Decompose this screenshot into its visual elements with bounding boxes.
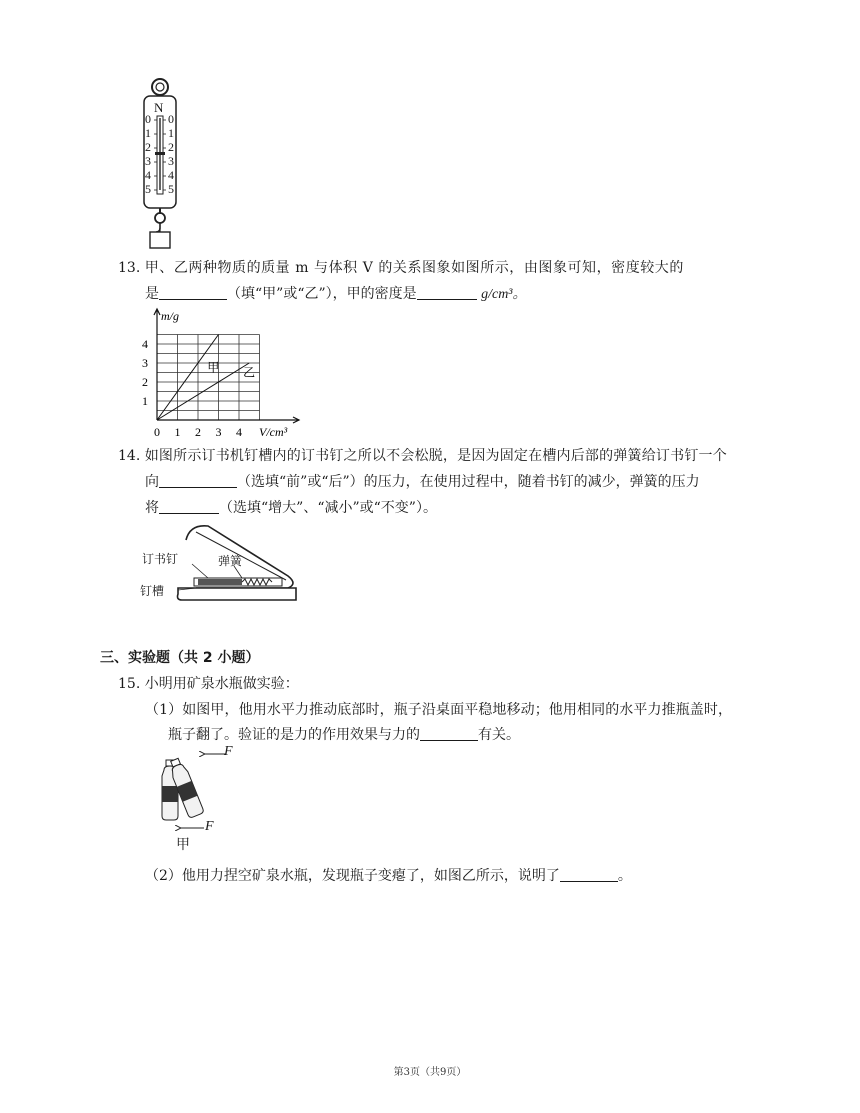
question-text: （2）他用力捏空矿泉水瓶，发现瓶子变瘪了，如图乙所示，说明了 bbox=[145, 868, 560, 884]
question-text: （选填“增大”、“减小”或“不变”）。 bbox=[219, 500, 437, 516]
scale-number: 2 bbox=[168, 140, 174, 154]
scale-number: 0 bbox=[168, 112, 174, 126]
question-text: 是 bbox=[145, 286, 159, 302]
x-tick-label: 3 bbox=[215, 425, 222, 439]
question-text: 如图所示订书机钉槽内的订书钉之所以不会松脱，是因为固定在槽内后部的弹簧给订书钉一个 bbox=[144, 448, 727, 464]
question-text: （选填“前”或“后”）的压力，在使用过程中，随着书钉的减少，弹簧的压力 bbox=[237, 474, 700, 490]
answer-blank[interactable] bbox=[159, 498, 219, 514]
bottles-figure bbox=[156, 744, 236, 854]
series-line-jia bbox=[157, 335, 219, 421]
stapler-figure bbox=[138, 518, 304, 608]
x-axis-label: V/cm³ bbox=[259, 425, 288, 439]
question-number: 15. bbox=[118, 676, 141, 692]
question-text: 向 bbox=[145, 474, 159, 490]
scale-number: 5 bbox=[168, 182, 174, 196]
scale-number: 1 bbox=[168, 126, 174, 140]
chart-svg bbox=[135, 306, 305, 440]
scale-number: 5 bbox=[145, 182, 151, 196]
question-text: 将 bbox=[145, 500, 159, 516]
answer-blank[interactable] bbox=[560, 866, 618, 882]
right-scale bbox=[168, 112, 174, 196]
q15-part1-line2 bbox=[168, 725, 520, 745]
question-number: 13. bbox=[118, 260, 141, 276]
question-text: 甲、乙两种物质的质量 m 与体积 V 的关系图象如图所示，由图象可知，密度较大的 bbox=[144, 260, 684, 276]
answer-blank[interactable] bbox=[420, 725, 478, 741]
question-text: 小明用矿泉水瓶做实验： bbox=[144, 676, 299, 692]
scale-number: 4 bbox=[168, 168, 174, 182]
q15-part2 bbox=[145, 866, 632, 886]
answer-blank[interactable] bbox=[159, 472, 237, 488]
q15-part1-line1 bbox=[145, 700, 732, 720]
scale-number: 4 bbox=[145, 168, 151, 182]
question-text: 。 bbox=[617, 868, 632, 884]
figure-caption: 甲 bbox=[176, 837, 190, 853]
question-text: （1）如图甲，他用水平力推动底部时，瓶子沿桌面平稳地移动；他用相同的水平力推瓶盖时， bbox=[145, 702, 733, 718]
answer-blank[interactable] bbox=[159, 284, 227, 300]
q13-line1 bbox=[118, 258, 684, 278]
x-tick-label: 0 bbox=[154, 425, 160, 439]
y-tick-label: 4 bbox=[142, 337, 148, 351]
y-tick-label: 1 bbox=[142, 394, 148, 408]
scale-number: 0 bbox=[145, 112, 151, 126]
y-tick-label: 3 bbox=[142, 356, 148, 370]
scale-number: 3 bbox=[145, 154, 151, 168]
y-axis-label: m/g bbox=[161, 309, 179, 323]
groove-label: 钉槽 bbox=[140, 584, 165, 598]
force-label-top: F bbox=[224, 744, 233, 759]
staples-label: 订书钉 bbox=[142, 552, 179, 566]
unit-text: g/cm³。 bbox=[481, 287, 527, 302]
y-tick-label: 2 bbox=[142, 375, 148, 389]
spring-label: 弹簧 bbox=[218, 554, 243, 568]
series-label: 乙 bbox=[243, 365, 256, 380]
section-title: 三、实验题（共 2 小题） bbox=[100, 650, 260, 666]
left-scale bbox=[145, 112, 151, 196]
question-number: 14. bbox=[118, 448, 141, 464]
question-text: （填“甲”或“乙”），甲的密度是 bbox=[227, 286, 417, 302]
q13-line2 bbox=[145, 284, 527, 305]
x-tick-label: 4 bbox=[236, 425, 242, 439]
unit-label: N bbox=[154, 100, 164, 115]
q14-line3 bbox=[145, 498, 437, 518]
question-text: 瓶子翻了。验证的是力的作用效果与力的 bbox=[168, 727, 420, 743]
scale-number: 2 bbox=[145, 140, 151, 154]
q14-line1 bbox=[118, 446, 727, 466]
q15-intro bbox=[118, 674, 299, 694]
mass-volume-chart bbox=[135, 306, 305, 440]
series-label: 甲 bbox=[207, 360, 220, 375]
question-text: 有关。 bbox=[478, 727, 520, 743]
q14-line2 bbox=[145, 472, 700, 492]
page-footer: 第3页（共9页） bbox=[393, 1067, 467, 1078]
force-label-bottom: F bbox=[205, 819, 214, 834]
x-tick-label: 1 bbox=[174, 425, 181, 439]
spring-scale-figure bbox=[130, 76, 190, 251]
scale-number: 1 bbox=[145, 126, 151, 140]
scale-number: 3 bbox=[168, 154, 174, 168]
answer-blank[interactable] bbox=[417, 284, 477, 300]
x-tick-label: 2 bbox=[195, 425, 201, 439]
